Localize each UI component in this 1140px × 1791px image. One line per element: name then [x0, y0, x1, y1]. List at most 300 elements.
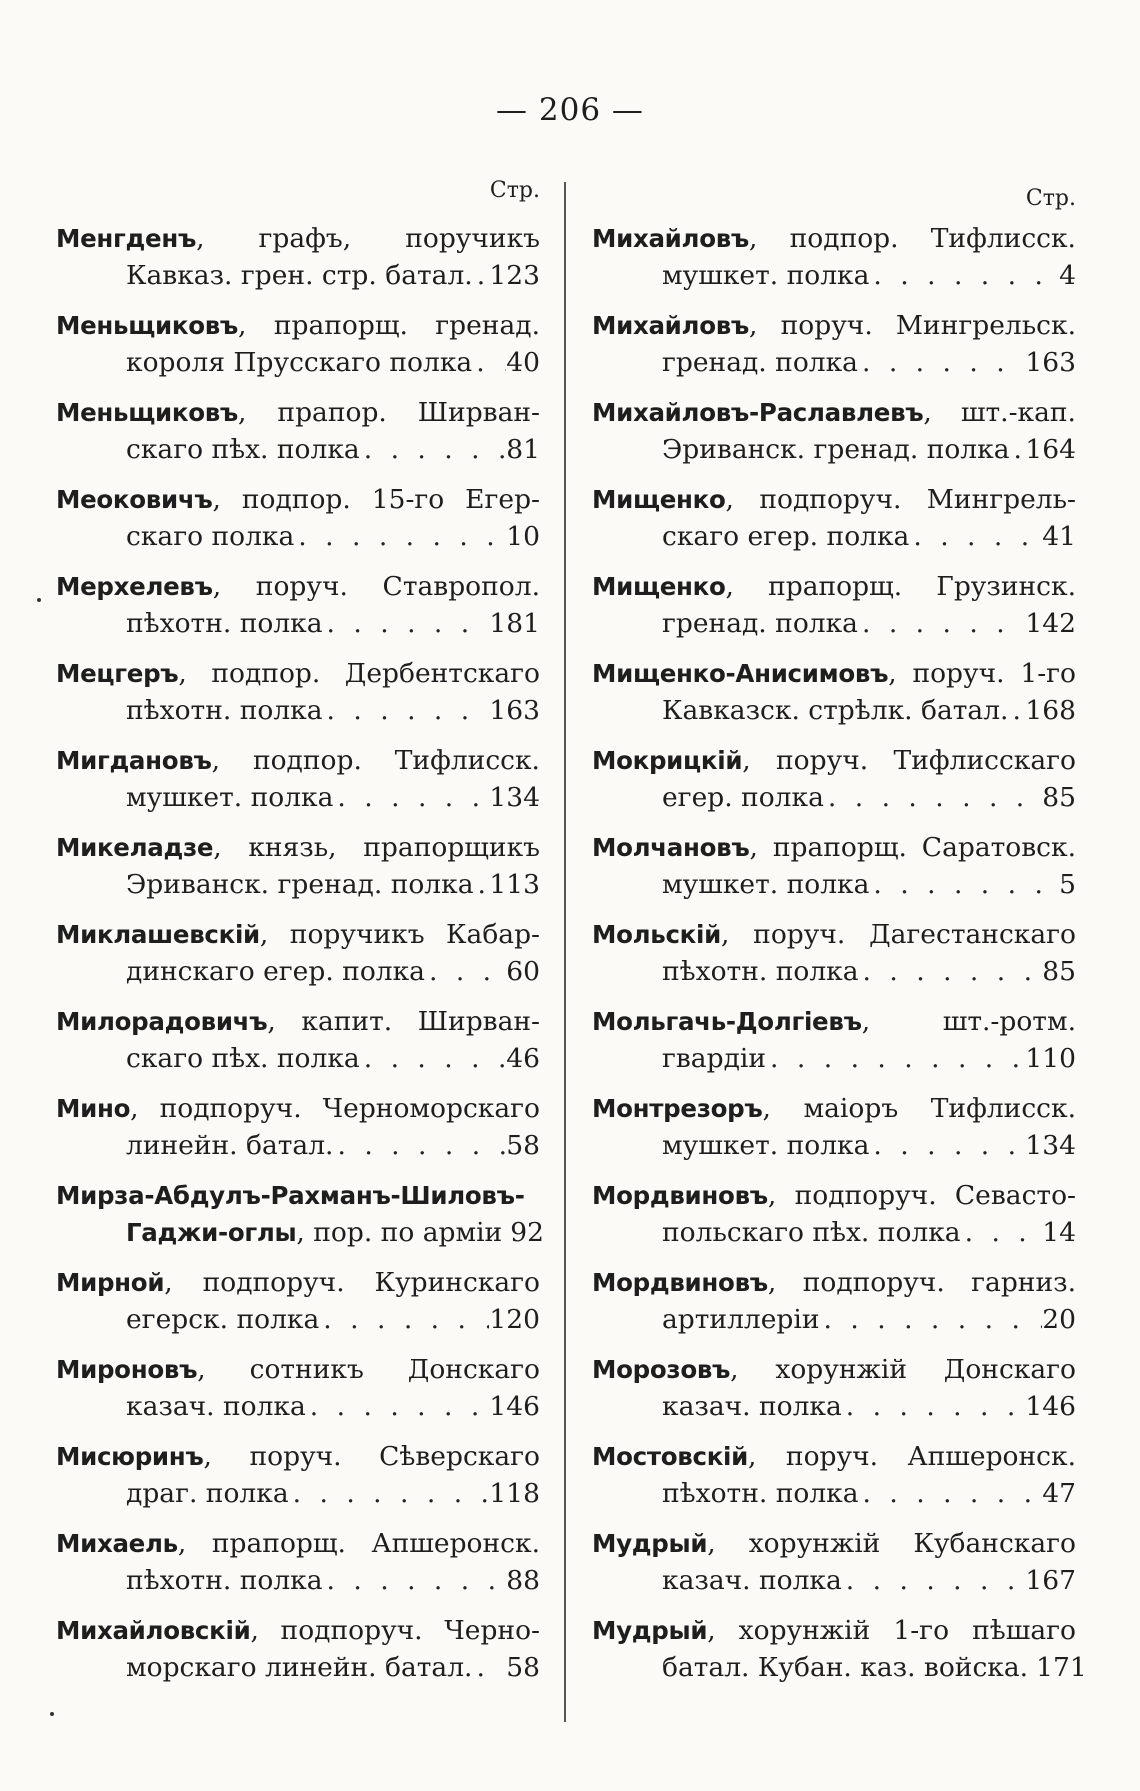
entry-rank-unit: , поруч. Сѣверскаго	[203, 1441, 540, 1472]
dot-leader	[289, 1475, 490, 1512]
entry-page-number: 113	[489, 869, 540, 900]
entry-second-line	[592, 257, 1076, 294]
entry-first-line	[56, 1525, 540, 1562]
entry-surname: Мольгачь-Долгіевъ	[592, 1007, 862, 1036]
entry-rank-unit: , поруч. Дагестанскаго	[720, 919, 1076, 950]
index-entry	[56, 1177, 544, 1264]
entry-unit-continued	[126, 953, 425, 990]
entry-surname: Монтрезоръ	[592, 1094, 763, 1123]
entry-page-number: 88	[506, 1565, 540, 1596]
entry-unit-text: пѣхотн. полка	[126, 1565, 323, 1596]
page-number: — 206 —	[496, 92, 644, 128]
entry-page-number: 123	[489, 260, 540, 291]
entry-surname: Меньщиковъ	[56, 311, 239, 340]
entry-unit-continued	[126, 1388, 306, 1425]
print-speck	[50, 1712, 54, 1716]
entry-page-number: 167	[1025, 1565, 1076, 1596]
entry-unit-continued	[662, 431, 1010, 468]
entry-unit-text: мушкет. полка	[662, 1130, 870, 1161]
entry-rank-unit: , прапорщ. Саратовск.	[749, 832, 1076, 863]
entry-surname: Мирза-Абдулъ-Рахманъ-Шиловъ-	[56, 1181, 525, 1210]
entry-rank-unit: , шт.-кап.	[923, 397, 1076, 428]
entry-unit-text: драг. полка	[126, 1478, 289, 1509]
entry-surname: Михаель	[56, 1529, 178, 1558]
index-entry	[56, 1438, 540, 1525]
entry-rank-unit: , подпоруч. Черно-	[250, 1615, 540, 1646]
entry-first-line	[56, 1003, 540, 1040]
entry-second-line	[56, 1127, 540, 1164]
entry-unit-continued	[662, 953, 859, 990]
entry-second-line	[56, 1562, 540, 1599]
index-entry	[592, 1177, 1076, 1264]
dot-leader	[333, 779, 489, 816]
entry-second-line	[592, 605, 1076, 642]
entry-unit-continued	[662, 1040, 766, 1077]
entry-second-line	[56, 953, 540, 990]
entry-second-line	[56, 866, 540, 903]
entry-unit-continued	[662, 1214, 961, 1251]
entry-rank-unit: , подпор. Дербентскаго	[178, 658, 540, 689]
entry-page-number: 110	[1025, 1043, 1076, 1074]
dot-leader	[323, 692, 490, 729]
entry-surname: Мордвиновъ	[592, 1181, 768, 1210]
index-entry	[56, 568, 540, 655]
entry-first-line	[592, 742, 1076, 779]
entry-second-line	[592, 1649, 1087, 1686]
entry-page-number: 146	[1025, 1391, 1076, 1422]
entry-unit-text: егерск. полка	[126, 1304, 320, 1335]
entry-surname: Михайловъ-Раславлевъ	[592, 398, 924, 427]
entry-unit-text: батал. Кубан. каз. войска.	[662, 1652, 1029, 1683]
entry-unit-continued	[126, 605, 323, 642]
dot-leader	[961, 1214, 1043, 1251]
entry-first-line	[592, 829, 1076, 866]
column-divider	[564, 182, 566, 1722]
dot-leader	[842, 1388, 1026, 1425]
entry-page-number: 134	[1025, 1130, 1076, 1161]
index-entry	[592, 742, 1076, 829]
dot-leader	[472, 1649, 506, 1686]
entry-unit-text: Эриванск. гренад. полка	[126, 869, 474, 900]
index-entry	[56, 1525, 540, 1612]
index-entry	[592, 916, 1076, 1003]
entry-rank-unit: , прапорщ. Грузинск.	[725, 571, 1076, 602]
entry-unit-continued	[662, 692, 1008, 729]
entry-unit-continued	[662, 866, 869, 903]
entry-rank-unit: , хорунжій Донскаго	[730, 1354, 1076, 1385]
index-entry	[592, 220, 1076, 307]
entry-surname: Михайловскій	[56, 1616, 251, 1645]
entry-rank-unit: , поруч. 1-го	[888, 658, 1076, 689]
entry-first-line	[592, 481, 1076, 518]
entry-unit-continued	[126, 257, 473, 294]
entry-page-number: 92	[510, 1217, 544, 1248]
entry-page-number: 168	[1025, 695, 1076, 726]
entry-unit-continued	[662, 518, 909, 555]
dot-leader	[333, 1127, 506, 1164]
entry-second-line	[592, 1040, 1076, 1077]
entry-surname: Меньщиковъ	[56, 398, 239, 427]
entry-rank-unit: , капит. Ширван-	[267, 1006, 540, 1037]
entry-second-line	[56, 1649, 540, 1686]
entry-second-line	[592, 1301, 1076, 1338]
entry-first-line	[592, 394, 1076, 431]
entry-second-line	[592, 1562, 1076, 1599]
entry-first-line	[56, 220, 540, 257]
entry-rank-unit: , хорунжій Кубанскаго	[707, 1528, 1076, 1559]
entry-unit-text: мушкет. полка	[662, 260, 870, 291]
entry-page-number: 164	[1025, 434, 1076, 465]
index-entry	[56, 829, 540, 916]
entry-surname: Мокрицкій	[592, 746, 743, 775]
entry-surname: Морозовъ	[592, 1355, 731, 1384]
entry-unit-text: артиллеріи	[662, 1304, 820, 1335]
entry-surname: Мирной	[56, 1268, 165, 1297]
entry-second-line	[56, 257, 540, 294]
dot-leader	[869, 1127, 1025, 1164]
entry-rank-unit: , прапорщ. гренад.	[238, 310, 540, 341]
entry-first-line	[56, 1438, 540, 1475]
dot-leader	[824, 779, 1042, 816]
index-entry	[592, 481, 1076, 568]
entry-first-line	[56, 655, 540, 692]
entry-unit-text: гренад. полка	[662, 608, 858, 639]
entry-unit-text: Кавказ. грен. стр. батал.	[126, 260, 473, 291]
entry-first-line	[592, 1438, 1076, 1475]
entry-rank-unit: , подпоруч. Мингрель-	[725, 484, 1076, 515]
entry-page-number: 40	[506, 347, 540, 378]
entry-page-number: 81	[506, 434, 540, 465]
entry-second-line	[592, 1127, 1076, 1164]
entry-page-number: 134	[489, 782, 540, 813]
entry-first-line	[592, 1177, 1076, 1214]
entry-unit-continued	[126, 431, 360, 468]
entry-surname: Мольскій	[592, 920, 721, 949]
entry-surname: Мисюринъ	[56, 1442, 204, 1471]
entry-unit-continued	[662, 1562, 842, 1599]
index-entry	[592, 1003, 1076, 1090]
dot-leader	[472, 344, 506, 381]
entry-unit-text: Эриванск. гренад. полка	[662, 434, 1010, 465]
entry-unit-text: скаго егер. полка	[662, 521, 910, 552]
dot-leader	[766, 1040, 1025, 1077]
right-column	[592, 176, 1087, 1699]
entry-second-line	[56, 344, 540, 381]
entry-surname: Мецгеръ	[56, 659, 179, 688]
entry-surname: Михайловъ	[592, 311, 750, 340]
entry-surname: Менгденъ	[56, 224, 197, 253]
entry-second-line	[592, 431, 1076, 468]
entry-page-number: 5	[1059, 869, 1076, 900]
entry-second-line	[56, 1301, 540, 1338]
entry-unit-continued	[662, 344, 858, 381]
entry-page-number: 146	[489, 1391, 540, 1422]
dot-leader	[323, 1562, 507, 1599]
dot-leader	[319, 1301, 489, 1338]
entry-second-line	[592, 518, 1076, 555]
entry-second-line	[56, 1388, 540, 1425]
entry-surname: Миклашевскій	[56, 920, 260, 949]
entry-first-line	[56, 742, 540, 779]
index-entry	[592, 1612, 1087, 1699]
entry-rank-unit: , подпор. Тифлисск.	[211, 745, 540, 776]
entry-unit-continued	[662, 257, 869, 294]
entry-second-line	[56, 518, 540, 555]
index-entry	[592, 829, 1076, 916]
entry-rank-unit: , сотникъ Донскаго	[197, 1354, 540, 1385]
entry-unit-text: казач. полка	[662, 1565, 842, 1596]
entry-second-line	[56, 431, 540, 468]
entry-page-number: 120	[489, 1304, 540, 1335]
entry-first-line	[592, 1090, 1076, 1127]
entry-rank-unit: , поруч. Ставропол.	[212, 571, 540, 602]
dot-leader	[306, 1388, 490, 1425]
entry-unit-text: мушкет. полка	[662, 869, 870, 900]
entry-rank-unit: , прапорщ. Апшеронск.	[177, 1528, 540, 1559]
entry-rank-unit: , подпоруч. Черноморскаго	[130, 1093, 540, 1124]
dot-leader	[858, 605, 1025, 642]
entry-rank-unit: , поручикъ Кабар-	[259, 919, 540, 950]
entry-page-number: 4	[1059, 260, 1076, 291]
entry-surname: Меоковичъ	[56, 485, 213, 514]
entry-surname: Милорадовичъ	[56, 1007, 268, 1036]
dot-leader	[859, 1475, 1043, 1512]
index-entry	[592, 1525, 1076, 1612]
column-header: Стр.	[1025, 186, 1076, 211]
entry-unit-continued	[662, 1301, 820, 1338]
dot-leader	[360, 431, 507, 468]
index-entry	[592, 394, 1076, 481]
entry-rank-unit: , графъ, поручикъ	[196, 223, 540, 254]
dot-leader	[820, 1301, 1043, 1338]
entry-page-number: 85	[1042, 782, 1076, 813]
entry-unit-continued	[126, 1475, 289, 1512]
entry-surname-continued: Гаджи-оглы	[126, 1218, 297, 1247]
entry-surname: Мироновъ	[56, 1355, 198, 1384]
entry-unit-continued	[126, 1649, 472, 1686]
dot-leader	[474, 866, 490, 903]
entry-rank-unit: , подпоруч. гарниз.	[767, 1267, 1076, 1298]
dot-leader	[473, 257, 490, 294]
entry-page-number: 47	[1042, 1478, 1076, 1509]
entry-unit-text: динскаго егер. полка	[126, 956, 425, 987]
column-header: Стр.	[489, 178, 540, 203]
index-entry	[592, 655, 1076, 742]
entry-unit-continued	[126, 518, 294, 555]
entry-surname: Мигдановъ	[56, 746, 212, 775]
entry-rank-unit: , поруч. Мингрельск.	[749, 310, 1076, 341]
entry-rank-unit: , хорунжій 1-го пѣшаго	[707, 1615, 1076, 1646]
entry-page-number: 85	[1042, 956, 1076, 987]
entry-page-number: 58	[506, 1130, 540, 1161]
entry-page-number: 20	[1042, 1304, 1076, 1335]
entry-unit-continued	[662, 779, 824, 816]
entry-unit-continued	[126, 344, 472, 381]
entry-surname: Молчановъ	[592, 833, 750, 862]
index-entry	[56, 1612, 540, 1699]
index-entry	[56, 1264, 540, 1351]
entry-rank-unit: , прапор. Ширван-	[238, 397, 540, 428]
dot-leader	[360, 1040, 507, 1077]
entry-unit-continued	[126, 1214, 502, 1251]
entry-surname: Мостовскій	[592, 1442, 748, 1471]
entry-unit-text: скаго полка	[126, 521, 295, 552]
entry-first-line	[56, 1612, 540, 1649]
entry-unit-text: короля Прусскаго полка	[126, 347, 473, 378]
entry-rank-unit: , подпоруч. Куринскаго	[164, 1267, 540, 1298]
entry-first-line	[56, 1351, 540, 1388]
entry-unit-text: Кавказск. стрѣлк. батал.	[662, 695, 1009, 726]
index-entry	[56, 307, 540, 394]
entry-page-number: 142	[1025, 608, 1076, 639]
entry-surname: Мудрый	[592, 1616, 708, 1645]
print-speck	[37, 598, 41, 602]
entry-unit-continued	[126, 866, 474, 903]
entry-rank-unit: , князь, прапорщикъ	[213, 832, 540, 863]
entry-unit-text: линейн. батал.	[126, 1130, 334, 1161]
entry-second-line	[56, 1040, 540, 1077]
entry-second-line	[592, 344, 1076, 381]
entry-rank-unit: , шт.-ротм.	[861, 1006, 1076, 1037]
entry-second-line	[592, 1214, 1076, 1251]
entry-unit-continued	[126, 1301, 319, 1338]
entry-unit-text: пѣхотн. полка	[662, 956, 859, 987]
index-entry	[592, 1438, 1076, 1525]
index-entry	[56, 1003, 540, 1090]
entry-first-line	[56, 307, 540, 344]
index-entry	[56, 742, 540, 829]
entry-rank-unit: , подпор. 15-го Егер-	[212, 484, 540, 515]
entry-unit-text: казач. полка	[662, 1391, 842, 1422]
entry-surname: Мино	[56, 1094, 131, 1123]
entry-page-number: 10	[506, 521, 540, 552]
entry-surname: Мерхелевъ	[56, 572, 213, 601]
entry-surname: Мищенко-Анисимовъ	[592, 659, 889, 688]
entry-second-line	[592, 692, 1076, 729]
entry-first-line	[592, 1525, 1076, 1562]
entry-list	[592, 220, 1087, 1699]
entry-surname: Микеладзе	[56, 833, 214, 862]
left-column	[56, 176, 544, 1699]
entry-unit-text: мушкет. полка	[126, 782, 334, 813]
entry-first-line	[592, 655, 1076, 692]
entry-unit-continued	[662, 1388, 842, 1425]
index-entry	[56, 220, 540, 307]
entry-unit-continued	[126, 1040, 360, 1077]
entry-second-line	[592, 779, 1076, 816]
entry-rank-unit: , поруч. Апшеронск.	[748, 1441, 1076, 1472]
entry-first-line	[56, 1090, 540, 1127]
entry-unit-text: егер. полка	[662, 782, 824, 813]
dot-leader	[869, 257, 1059, 294]
entry-second-line	[56, 779, 540, 816]
dot-leader	[858, 344, 1025, 381]
entry-unit-continued	[662, 1649, 1028, 1686]
entry-surname: Мудрый	[592, 1529, 708, 1558]
index-entry	[56, 655, 540, 742]
entry-rank-unit: , маіоръ Тифлисск.	[762, 1093, 1076, 1124]
index-entry	[592, 568, 1076, 655]
entry-first-line	[56, 394, 540, 431]
entry-second-line	[56, 605, 540, 642]
entry-first-line	[56, 568, 540, 605]
entry-unit-text: скаго пѣх. полка	[126, 1043, 360, 1074]
entry-page-number: 163	[1025, 347, 1076, 378]
entry-first-line	[56, 829, 540, 866]
entry-page-number: 41	[1042, 521, 1076, 552]
entry-surname: Мищенко	[592, 572, 726, 601]
entry-second-line	[56, 1475, 540, 1512]
entry-page-number: 181	[489, 608, 540, 639]
index-entry	[592, 1351, 1076, 1438]
entry-unit-continued	[126, 779, 333, 816]
entry-first-line	[592, 307, 1076, 344]
entry-unit-continued	[662, 605, 858, 642]
entry-unit-text: , пор. по арміи	[296, 1217, 503, 1248]
index-entry	[56, 1090, 540, 1177]
dot-leader	[842, 1562, 1026, 1599]
entry-first-line	[592, 220, 1076, 257]
entry-unit-continued	[126, 1562, 323, 1599]
index-entry	[592, 307, 1076, 394]
entry-first-line	[592, 1003, 1076, 1040]
entry-page-number: 171	[1036, 1652, 1087, 1683]
entry-first-line	[592, 916, 1076, 953]
entry-unit-text: пѣхотн. полка	[126, 695, 323, 726]
dot-leader	[323, 605, 490, 642]
dot-leader	[1010, 431, 1026, 468]
index-entry	[592, 1264, 1076, 1351]
entry-surname: Михайловъ	[592, 224, 750, 253]
entry-page-number: 58	[506, 1652, 540, 1683]
entry-second-line	[592, 953, 1076, 990]
entry-unit-text: пѣхотн. полка	[662, 1478, 859, 1509]
index-entry	[56, 481, 540, 568]
entry-page-number: 46	[506, 1043, 540, 1074]
entry-first-line	[56, 1264, 540, 1301]
entry-unit-text: польскаго пѣх. полка	[662, 1217, 961, 1248]
entry-second-line	[592, 1475, 1076, 1512]
entry-unit-text: морскаго линейн. батал.	[126, 1652, 473, 1683]
entry-unit-text: гвардіи	[662, 1043, 767, 1074]
entry-unit-continued	[662, 1475, 859, 1512]
entry-page-number: 14	[1042, 1217, 1076, 1248]
dot-leader	[909, 518, 1042, 555]
entry-page-number: 118	[489, 1478, 540, 1509]
index-entry	[56, 916, 540, 1003]
entry-unit-continued	[662, 1127, 869, 1164]
entry-first-line	[592, 1351, 1076, 1388]
index-entry	[56, 1351, 540, 1438]
entry-rank-unit: , подпоруч. Севасто-	[767, 1180, 1076, 1211]
dot-leader	[1008, 692, 1025, 729]
entry-first-line	[56, 1177, 540, 1214]
index-entry	[56, 394, 540, 481]
entry-page-number: 163	[489, 695, 540, 726]
entry-second-line	[56, 692, 540, 729]
entry-first-line	[56, 481, 540, 518]
entry-surname: Мищенко	[592, 485, 726, 514]
dot-leader	[425, 953, 506, 990]
dot-leader	[859, 953, 1043, 990]
entry-unit-continued	[126, 692, 323, 729]
entry-first-line	[592, 1264, 1076, 1301]
entry-unit-text: гренад. полка	[662, 347, 858, 378]
entry-second-line	[592, 866, 1076, 903]
entry-second-line	[56, 1214, 544, 1251]
index-entry	[592, 1090, 1076, 1177]
dot-leader	[869, 866, 1059, 903]
